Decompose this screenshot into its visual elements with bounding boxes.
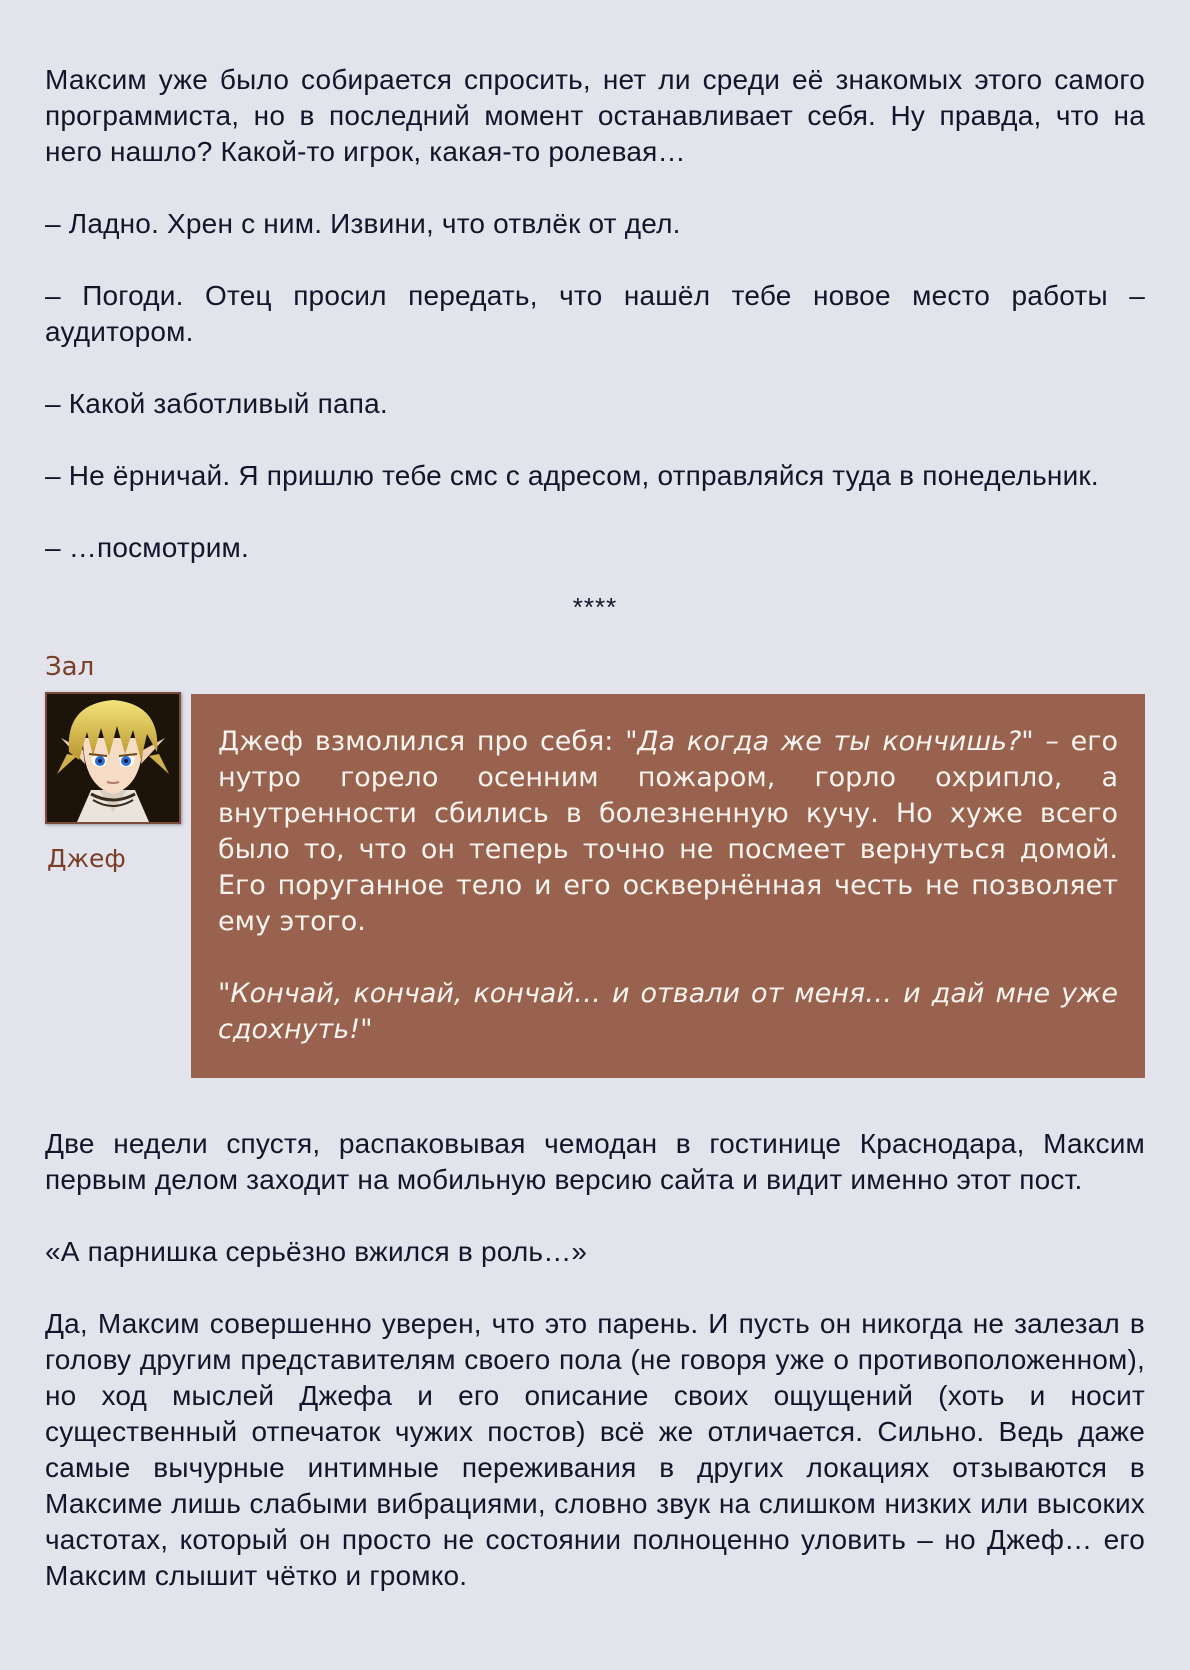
forum-location-label: Зал <box>45 652 95 682</box>
forum-post <box>45 692 1145 1078</box>
scene-separator: **** <box>572 592 618 622</box>
paragraph: «А парнишка серьёзно вжился в роль…» <box>45 1236 588 1267</box>
document-page <box>45 62 1145 1630</box>
post-italic-text: Да когда же ты кончишь? <box>637 726 1022 757</box>
paragraph: Максим уже было собирается спросить, нет ли среди её знакомых этого самого программиста, но в последний момент останавливает себя. Ну правда, что на него нашло? Какой-то игрок, какая-то ролевая… <box>45 64 1145 167</box>
post-text: " <box>218 978 231 1009</box>
post-author-name[interactable]: Джеф <box>47 844 126 873</box>
paragraph: – Ладно. Хрен с ним. Извини, что отвлёк от дел. <box>45 208 681 239</box>
paragraph: – Какой заботливый папа. <box>45 388 388 419</box>
paragraph: – Не ёрничай. Я пришлю тебе смс с адресом, отправляйся туда в понедельник. <box>45 460 1099 491</box>
anime-elf-boy-avatar-icon[interactable] <box>45 692 181 824</box>
post-paragraph <box>218 724 1118 940</box>
post-body <box>191 694 1145 1078</box>
paragraph: – Погоди. Отец просил передать, что нашёл тебе новое место работы – аудитором. <box>45 280 1145 347</box>
post-author-column <box>45 692 191 873</box>
post-text: Джеф взмолился про себя: " <box>218 726 638 757</box>
post-text: " – его нутро горело осенним пожаром, горло охрипло, а внутренности сбились в болезненную кучу. Но хуже всего было то, что он теперь точно не посмеет вернуться домой. Его поруганное тело и его осквернённая честь не позволяет ему этого. <box>218 726 1118 937</box>
paragraph: – …посмотрим. <box>45 532 249 563</box>
post-paragraph <box>218 976 1118 1048</box>
paragraph: Две недели спустя, распаковывая чемодан в гостинице Краснодара, Максим первым делом заходит на мобильную версию сайта и видит именно этот пост. <box>45 1128 1145 1195</box>
post-italic-text: Кончай, кончай, кончай… и отвали от меня… и дай мне уже сдохнуть! <box>218 978 1118 1045</box>
post-text: " <box>360 1014 373 1045</box>
paragraph: Да, Максим совершенно уверен, что это парень. И пусть он никогда не залезал в голову другим представителям своего пола (не говоря уже о противоположенном), но ход мыслей Джефа и его описание своих ощущений (хоть и носит существенный отпечаток чужих постов) всё же отличается. Сильно. Ведь даже самые вычурные интимные переживания в других локациях отзываются в Максиме лишь слабыми вибрациями, словно звук на слишком низких или высоких частотах, который он просто не состоянии полноценно уловить – но Джеф… его Максим слышит чётко и громко. <box>45 1308 1145 1591</box>
